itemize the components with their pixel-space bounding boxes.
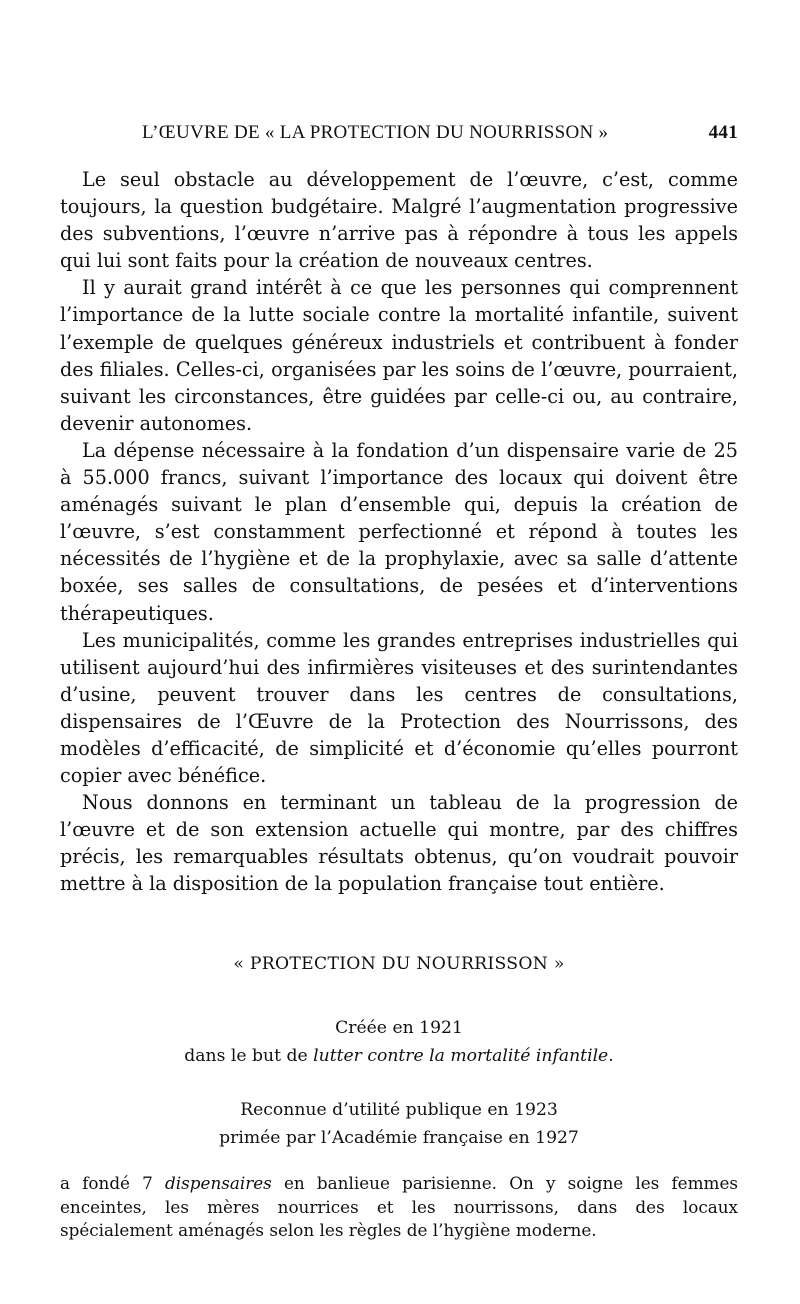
- summary-creation: [60, 1014, 738, 1070]
- paragraph-municipalites: Les municipalités, comme les grandes entreprises industrielles qui utilisent aujourd’hui des infirmières visiteuses et des surintendantes d’usine, peuvent trouver dans les centres de consultations, dispensaires de l’Œuvre de la Protection des Nourrissons, des modèles d’efficacité, de simplicité et d’économie qu’elles pourront copier avec bénéfice.: [60, 628, 738, 788]
- paragraph-budget: Le seul obstacle au développement de l’œuvre, c’est, comme toujours, la question budgétaire. Malgré l’augmentation progressive des subventions, l’œuvre n’arrive pas à répondre à tous les appels qui lui sont faits pour la création de nouveaux centres.: [60, 168, 738, 273]
- page-number: 441: [708, 122, 738, 143]
- footer-italic: dispensaires: [165, 1173, 272, 1193]
- created-line: Créée en 1921: [335, 1018, 463, 1038]
- purpose-line: [60, 1042, 738, 1070]
- summary-title: « PROTECTION DU NOURRISSON »: [233, 954, 565, 974]
- running-header: [60, 118, 738, 144]
- footer-rest: en banlieue parisienne. On y soigne les femmes enceintes, les mères nourrices et les nourrissons, dans des locaux spécialement aménagés selon les règles de l’hygiène moderne.: [60, 1173, 738, 1240]
- body-text: [60, 166, 738, 898]
- purpose-italic: lutter contre la mortalité infantile.: [313, 1046, 614, 1066]
- purpose-prefix: dans le but de: [184, 1046, 314, 1066]
- paragraph-tableau: Nous donnons en terminant un tableau de la progression de l’œuvre et de son extension actuelle qui montre, par des chiffres précis, les remarquables résultats obtenus, qu’on voudrait pouvoir mettre à la disposition de la population française tout entière.: [60, 791, 738, 896]
- paragraph-depense: La dépense nécessaire à la fondation d’un dispensaire varie de 25 à 55.000 francs, suivant l’importance des locaux qui doivent être aménagés suivant le plan d’ensemble qui, depuis la création de l’œuvre, s’est constamment perfectionné et répond à toutes les nécessités de l’hygiène et de la prophylaxie, avec sa salle d’attente boxée, ses salles de consultations, de pesées et d’interventions thérapeutiques.: [60, 438, 738, 625]
- footer-prefix: a fondé 7: [60, 1173, 166, 1193]
- recognized-line: Reconnue d’utilité publique en 1923: [240, 1100, 558, 1120]
- footer-text: [60, 1172, 738, 1243]
- running-title: L’ŒUVRE DE « LA PROTECTION DU NOURRISSON »: [142, 122, 609, 143]
- award-line: primée par l’Académie française en 1927: [219, 1128, 579, 1148]
- summary-recognition: [60, 1096, 738, 1152]
- paragraph-filiales: Il y aurait grand intérêt à ce que les personnes qui comprennent l’importance de la lutte sociale contre la mortalité infantile, suivent l’exemple de quelques généreux industriels et contribuent à fonder des filiales. Celles-ci, organisées par les soins de l’œuvre, pourraient, suivant les circonstances, être guidées par celle-ci ou, au contraire, devenir autonomes.: [60, 276, 738, 435]
